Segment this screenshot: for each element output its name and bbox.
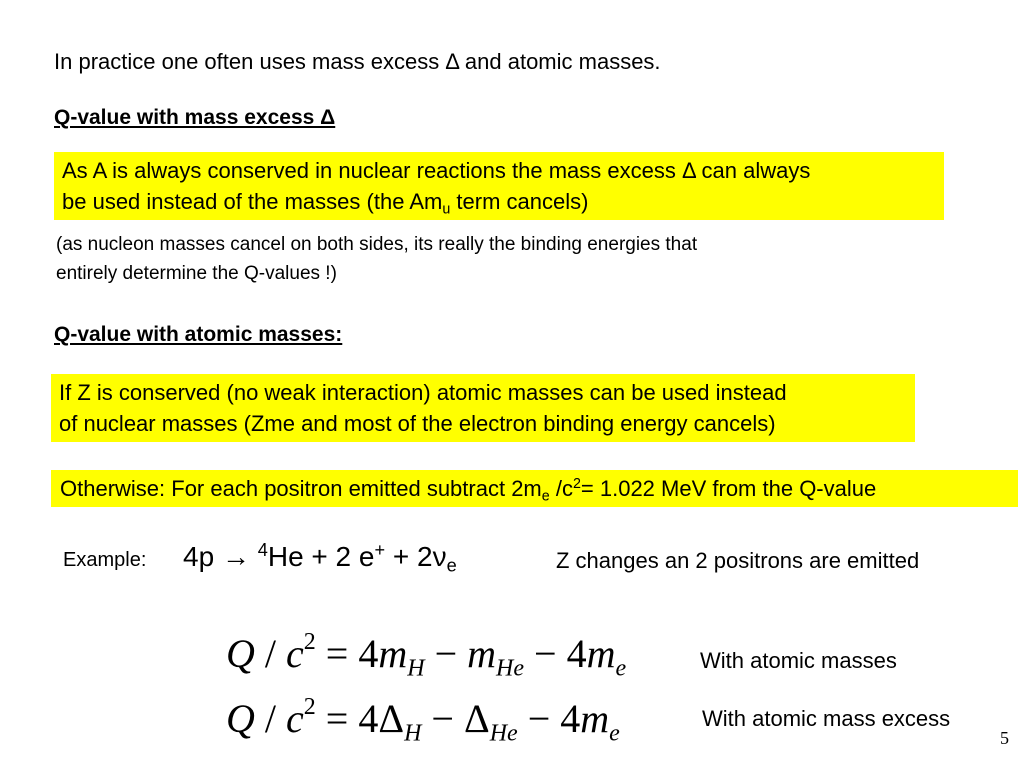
equation-mass-excess-label: With atomic mass excess xyxy=(702,706,951,731)
example-label: Example: xyxy=(63,549,147,571)
mass-excess-box-line2: be used instead of the masses (the $Am_u$ term cancels) xyxy=(62,189,589,218)
nucleon-note-line1: (as nucleon masses cancel on both sides, its really the binding energies that xyxy=(56,234,698,255)
equation-mass-excess: $Q / c^2 = 4\Delta_H - \Delta_{He} - 4m_e$ xyxy=(226,694,620,747)
page-number: 5 xyxy=(1000,728,1009,748)
atomic-masses-box-line2: of nuclear masses (Zme and most of the electron binding energy cancels) xyxy=(59,411,776,436)
arrow-icon: → xyxy=(221,541,250,572)
atomic-masses-box-line1: If Z is conserved (no weak interaction) atomic masses can be used instead xyxy=(59,380,787,405)
atomic-masses-box xyxy=(51,374,915,442)
nucleon-note xyxy=(56,230,697,288)
section-heading-mass-excess: Q-value with mass excess Δ xyxy=(54,106,336,129)
nucleon-note-line2: entirely determine the Q-values !) xyxy=(56,263,337,284)
positron-box: Otherwise: For each positron emitted subtract $2m_e$ $/c^2= 1.022$ MeV from the Q-value xyxy=(51,470,1018,507)
mass-excess-box-line1: As A is always conserved in nuclear reactions the mass excess Δ can always xyxy=(62,158,811,183)
example-note: Z changes an 2 positrons are emitted xyxy=(556,548,920,573)
example-reaction: 4p → $^4$He + 2 $e^+ + 2\nu_e$ xyxy=(183,540,457,576)
section-heading-atomic-masses: Q-value with atomic masses: xyxy=(54,323,343,346)
equation-atomic-masses-label: With atomic masses xyxy=(700,648,897,673)
mass-excess-box xyxy=(54,152,944,220)
equation-atomic-masses: $Q / c^2 = 4m_H - m_{He} - 4m_e$ xyxy=(226,629,627,682)
intro-text: In practice one often uses mass excess Δ and atomic masses. xyxy=(54,49,661,74)
